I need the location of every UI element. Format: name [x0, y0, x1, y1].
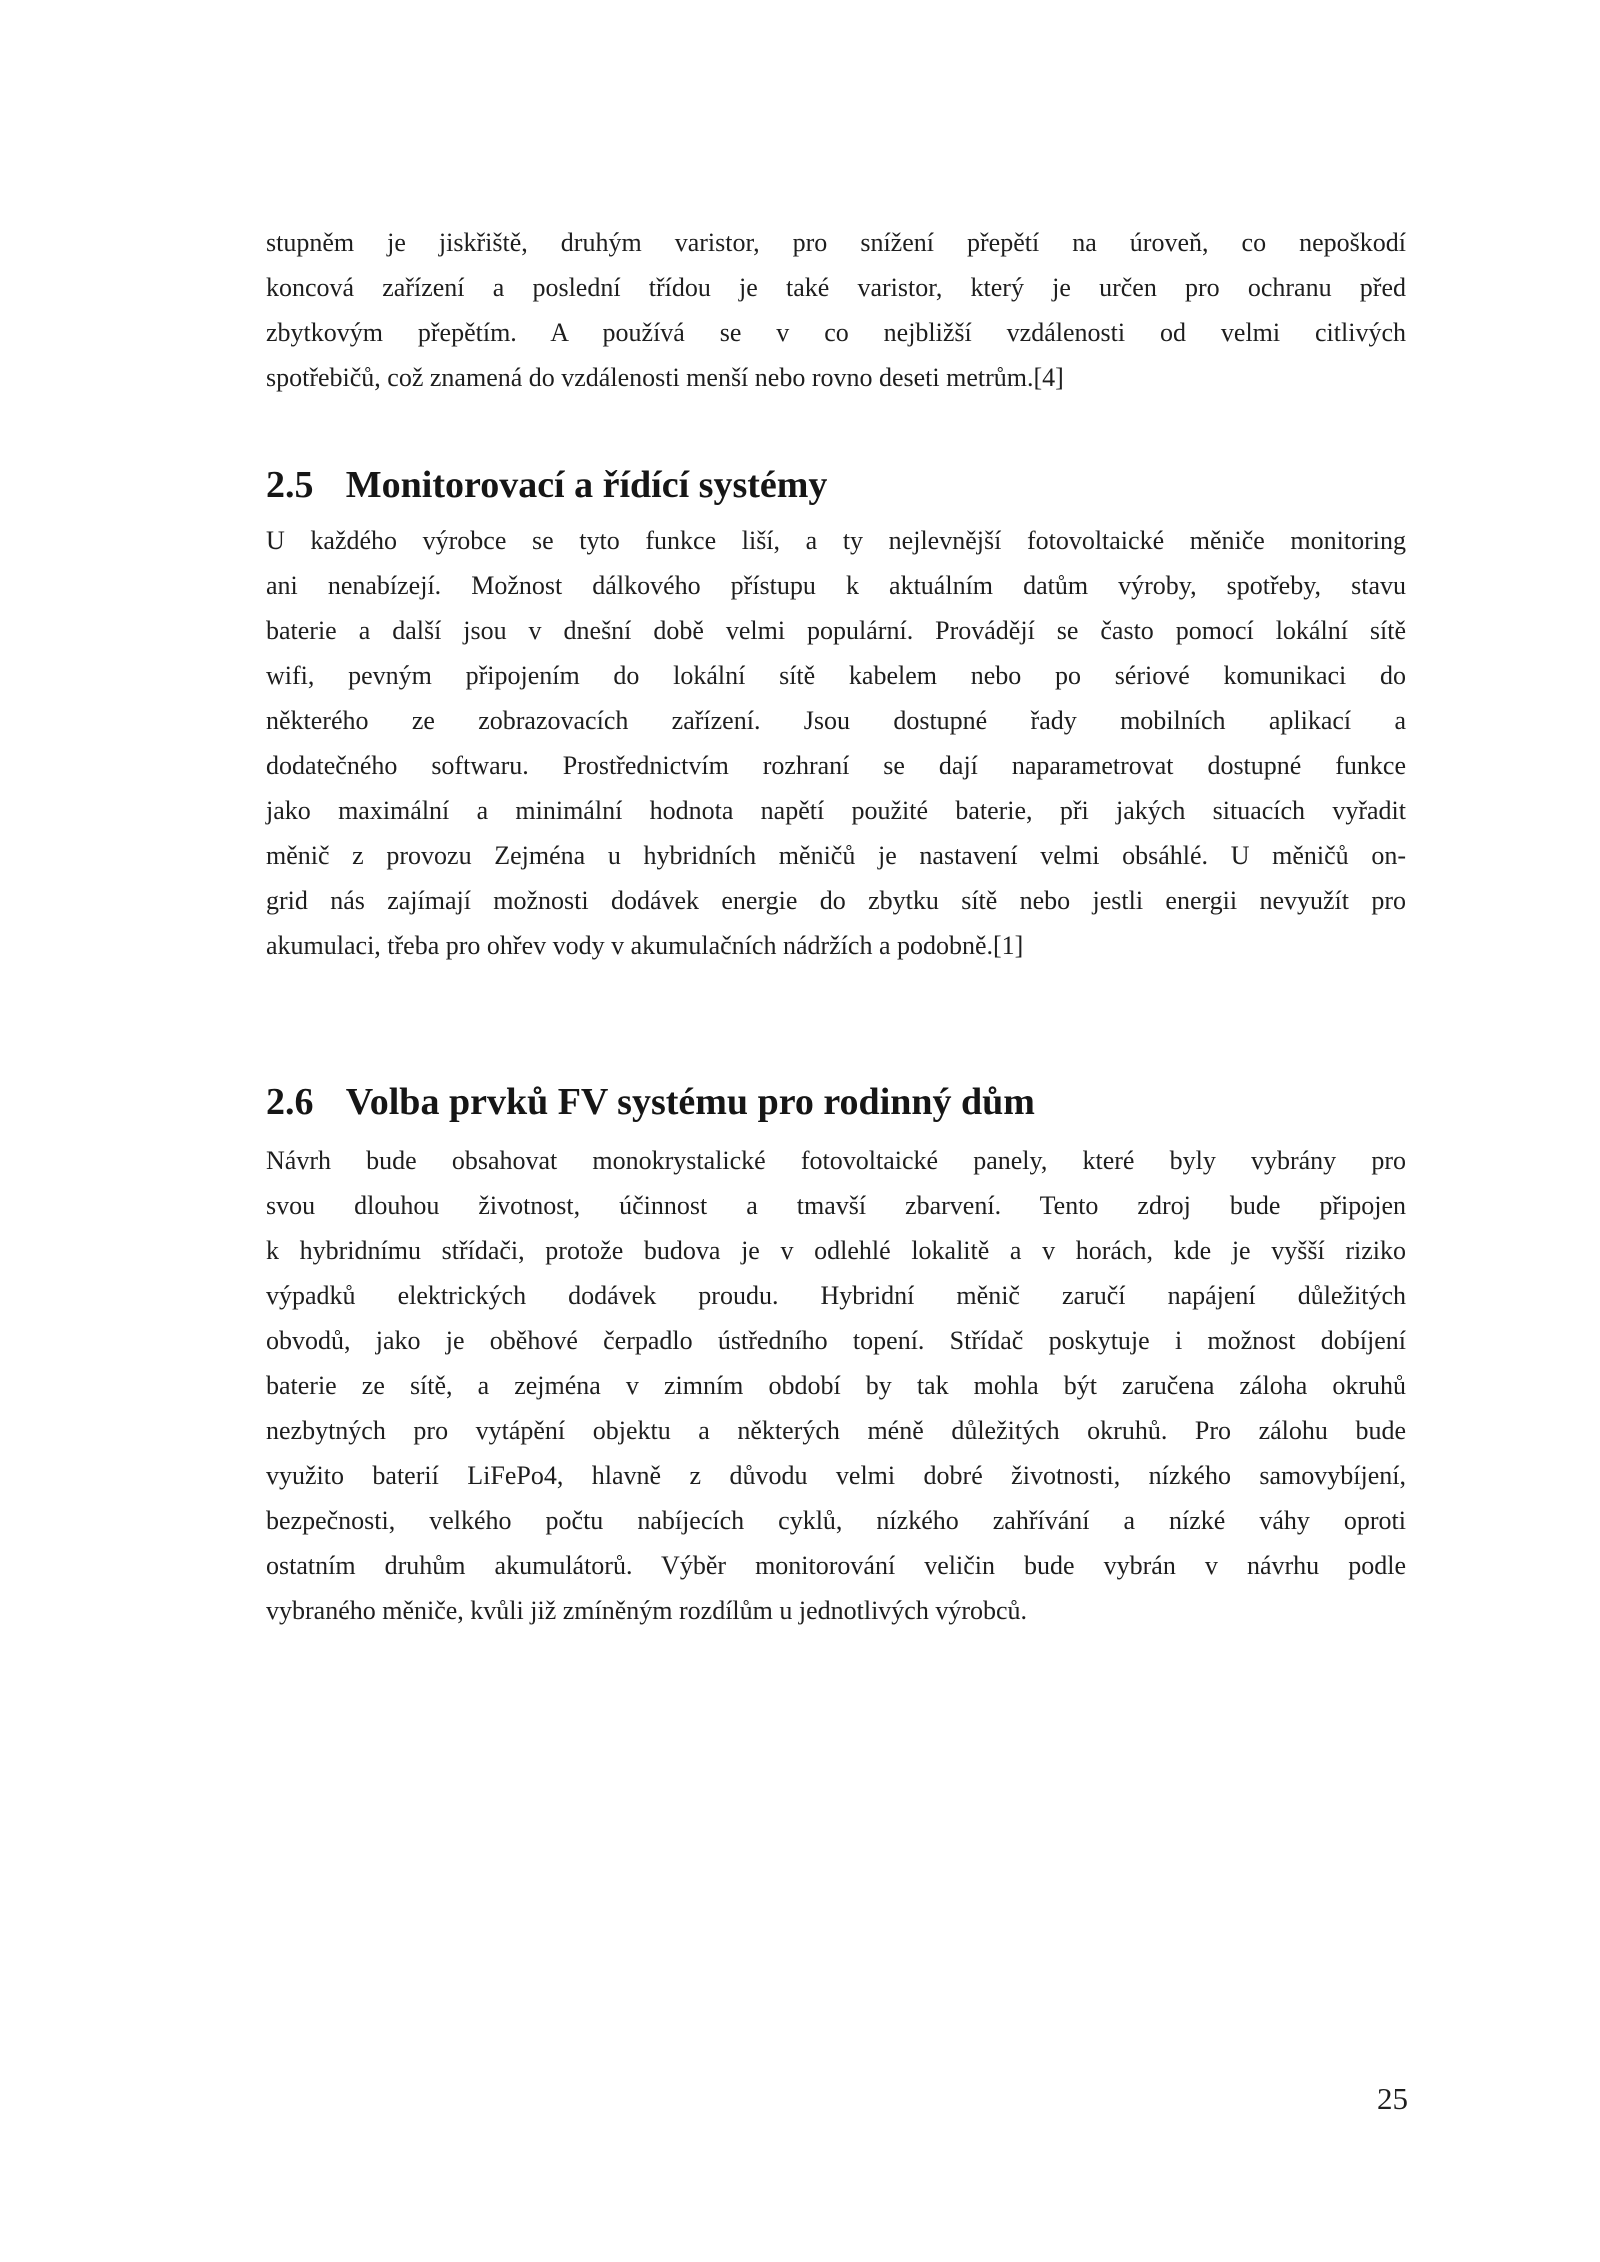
paragraph-line: k hybridnímu střídači, protože budova je v odlehlé lokalitě a v horách, kde je vyšší riziko — [266, 1236, 1406, 1265]
paragraph-line: zbytkovým přepětím. A používá se v co nejbližší vzdálenosti od velmi citlivých — [266, 318, 1406, 347]
section-number: 2.6 — [266, 1081, 314, 1123]
section-heading-2-5 — [266, 461, 1406, 509]
paragraph-line: grid nás zajímají možnosti dodávek energie do zbytku sítě nebo jestli energii nevyužít pro — [266, 886, 1406, 915]
paragraph-line: obvodů, jako je oběhové čerpadlo ústředního topení. Střídač poskytuje i možnost dobíjení — [266, 1326, 1406, 1355]
paragraph-line: bezpečnosti, velkého počtu nabíjecích cyklů, nízkého zahřívání a nízké váhy oproti — [266, 1506, 1406, 1535]
paragraph-line: stupněm je jiskřiště, druhým varistor, pro snížení přepětí na úroveň, co nepoškodí — [266, 228, 1406, 257]
paragraph-line: ani nenabízejí. Možnost dálkového přístupu k aktuálním datům výroby, spotřeby, stavu — [266, 571, 1406, 600]
paragraph-line: jako maximální a minimální hodnota napětí použité baterie, při jakých situacích vyřadit — [266, 796, 1406, 825]
paragraph-line: koncová zařízení a poslední třídou je také varistor, který je určen pro ochranu před — [266, 273, 1406, 302]
page-number: 25 — [1377, 2081, 1408, 2116]
paragraph-line: svou dlouhou životnost, účinnost a tmavší zbarvení. Tento zdroj bude připojen — [266, 1191, 1406, 1220]
paragraph-monitoring-systems — [266, 518, 1406, 968]
paragraph-line: akumulaci, třeba pro ohřev vody v akumulačních nádržích a podobně.[1] — [266, 931, 1024, 960]
paragraph-line: některého ze zobrazovacích zařízení. Jsou dostupné řady mobilních aplikací a — [266, 706, 1406, 735]
paragraph-line: wifi, pevným připojením do lokální sítě kabelem nebo po sériové komunikaci do — [266, 661, 1406, 690]
paragraph-line: dodatečného softwaru. Prostřednictvím rozhraní se dají naparametrovat dostupné funkce — [266, 751, 1406, 780]
section-heading-2-6 — [266, 1078, 1406, 1126]
paragraph-line: nezbytných pro vytápění objektu a některých méně důležitých okruhů. Pro zálohu bude — [266, 1416, 1406, 1445]
paragraph-line: spotřebičů, což znamená do vzdálenosti menší nebo rovno deseti metrům.[4] — [266, 363, 1064, 392]
section-number: 2.5 — [266, 464, 314, 506]
paragraph-line: Návrh bude obsahovat monokrystalické fotovoltaické panely, které byly vybrány pro — [266, 1146, 1406, 1175]
paragraph-line: ostatním druhům akumulátorů. Výběr monitorování veličin bude vybrán v návrhu podle — [266, 1551, 1406, 1580]
paragraph-line: využito baterií LiFePo4, hlavně z důvodu velmi dobré životnosti, nízkého samovybíjení, — [266, 1461, 1406, 1490]
page-content — [266, 220, 1406, 1633]
section-title: Monitorovací a řídící systémy — [345, 464, 828, 506]
paragraph-line: U každého výrobce se tyto funkce liší, a ty nejlevnější fotovoltaické měniče monitoring — [266, 526, 1406, 555]
paragraph-surge-protection — [266, 220, 1406, 400]
paragraph-fv-system-choice — [266, 1138, 1406, 1633]
paragraph-line: výpadků elektrických dodávek proudu. Hybridní měnič zaručí napájení důležitých — [266, 1281, 1406, 1310]
paragraph-line: baterie ze sítě, a zejména v zimním období by tak mohla být zaručena záloha okruhů — [266, 1371, 1406, 1400]
paragraph-line: měnič z provozu Zejména u hybridních měničů je nastavení velmi obsáhlé. U měničů on- — [266, 841, 1406, 870]
paragraph-line: baterie a další jsou v dnešní době velmi populární. Provádějí se často pomocí lokální sítě — [266, 616, 1406, 645]
section-title: Volba prvků FV systému pro rodinný dům — [345, 1081, 1035, 1123]
paragraph-line: vybraného měniče, kvůli již zmíněným rozdílům u jednotlivých výrobců. — [266, 1596, 1028, 1625]
